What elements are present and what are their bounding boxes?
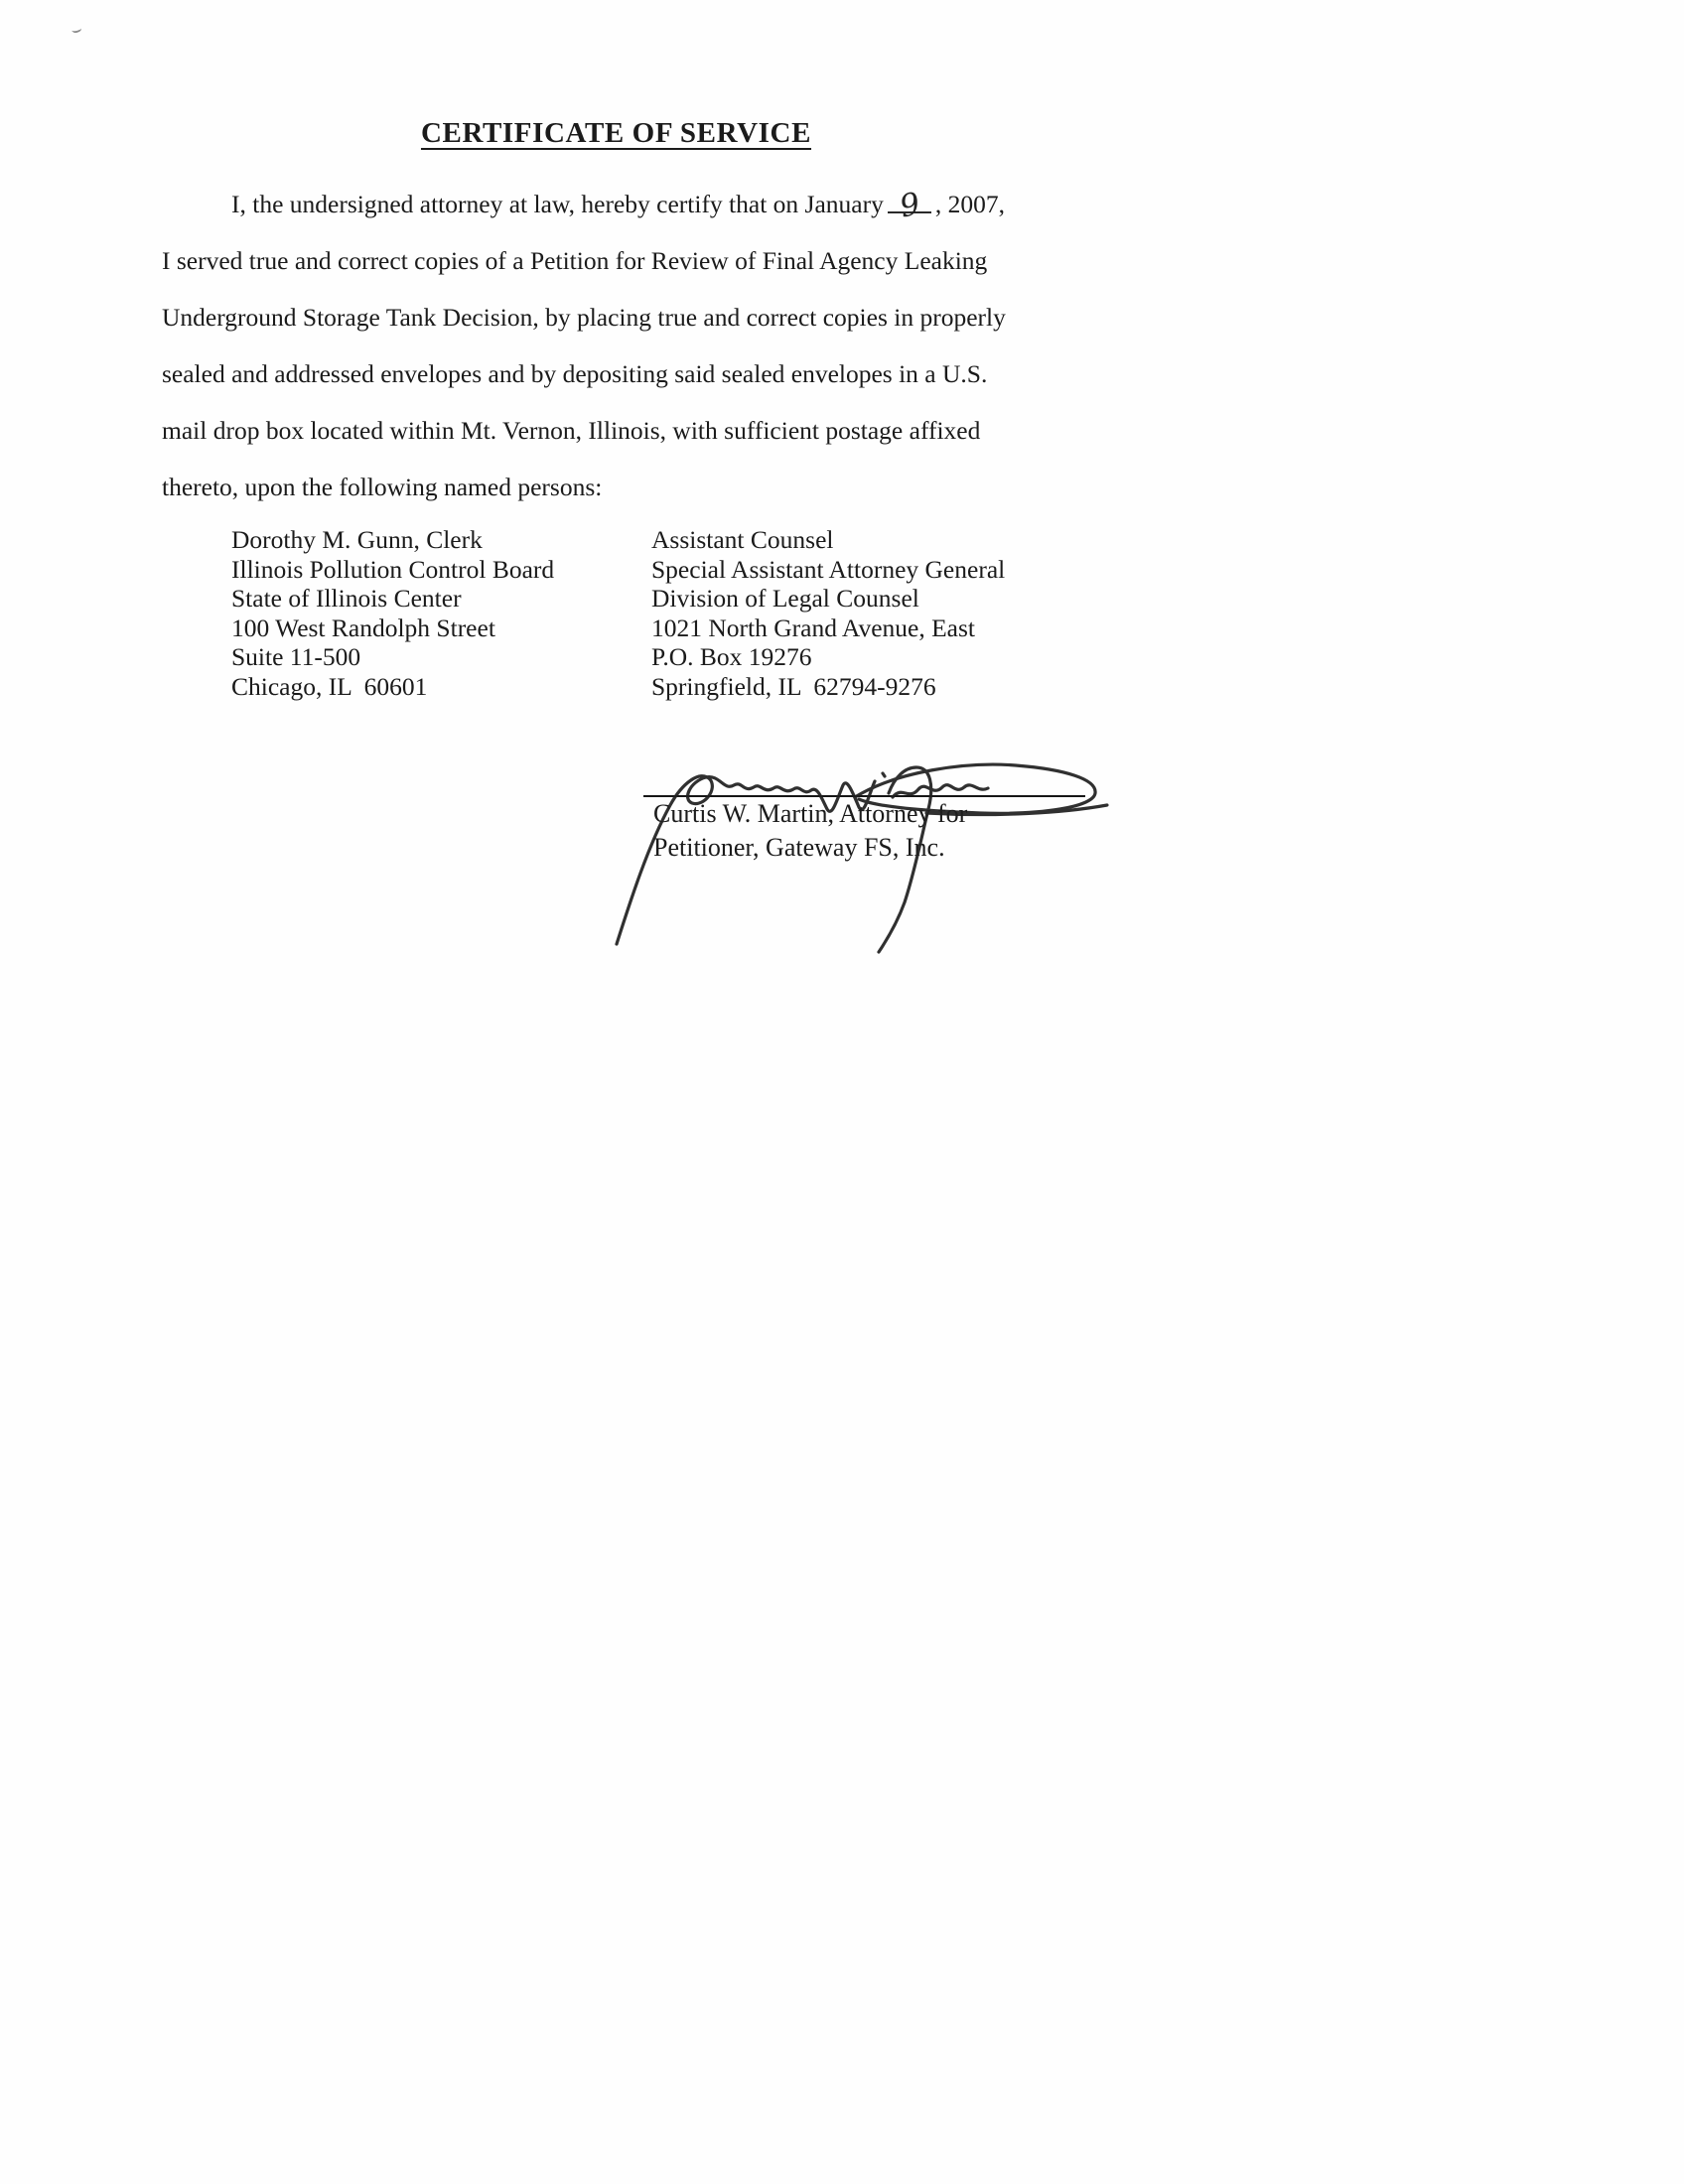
- handwritten-date-blank: [888, 176, 931, 225]
- address-line: Dorothy M. Gunn, Clerk: [231, 525, 483, 554]
- paragraph-line: thereto, upon the following named persons:: [162, 473, 603, 501]
- address-line: Assistant Counsel: [651, 525, 834, 554]
- recipient-block-clerk: [231, 525, 651, 701]
- address-line: 1021 North Grand Avenue, East: [651, 613, 975, 642]
- signatory-name-line2: Petitioner, Gateway FS, Inc.: [653, 833, 945, 862]
- signatory-name-line1: Curtis W. Martin, Attorney for: [653, 799, 968, 828]
- paragraph-line: mail drop box located within Mt. Vernon, Illinois, with sufficient postage affixed: [162, 416, 981, 445]
- recipient-block-counsel: [651, 525, 1005, 701]
- signature-block: [643, 795, 1100, 865]
- document-title: CERTIFICATE OF SERVICE: [420, 117, 812, 149]
- address-line: Special Assistant Attorney General: [651, 554, 1006, 584]
- address-line: 100 West Randolph Street: [231, 613, 495, 642]
- paragraph-line: sealed and addressed envelopes and by depositing said sealed envelopes in a U.S.: [162, 359, 988, 388]
- handwritten-day: 9: [896, 186, 923, 225]
- paragraph-line1-prefix: I, the undersigned attorney at law, hereby certify that on January: [231, 190, 884, 218]
- paragraph-line: I served true and correct copies of a Petition for Review of Final Agency Leaking: [162, 246, 988, 275]
- address-line: State of Illinois Center: [231, 584, 462, 613]
- paragraph-line1-suffix: , 2007,: [934, 190, 1005, 218]
- address-line: Springfield, IL 62794-9276: [651, 671, 936, 701]
- address-line: Illinois Pollution Control Board: [231, 554, 555, 584]
- address-line: P.O. Box 19276: [651, 642, 812, 671]
- recipient-blocks: [162, 525, 1070, 701]
- scan-stray-mark: [70, 25, 81, 34]
- address-line: Suite 11-500: [231, 642, 361, 671]
- paragraph-line: Underground Storage Tank Decision, by placing true and correct copies in properly: [162, 303, 1006, 332]
- paragraph-line: [162, 176, 1070, 232]
- address-line: Chicago, IL 60601: [231, 671, 428, 701]
- address-line: Division of Legal Counsel: [651, 584, 919, 613]
- document-content: [162, 117, 1070, 865]
- certificate-paragraph: [162, 176, 1070, 515]
